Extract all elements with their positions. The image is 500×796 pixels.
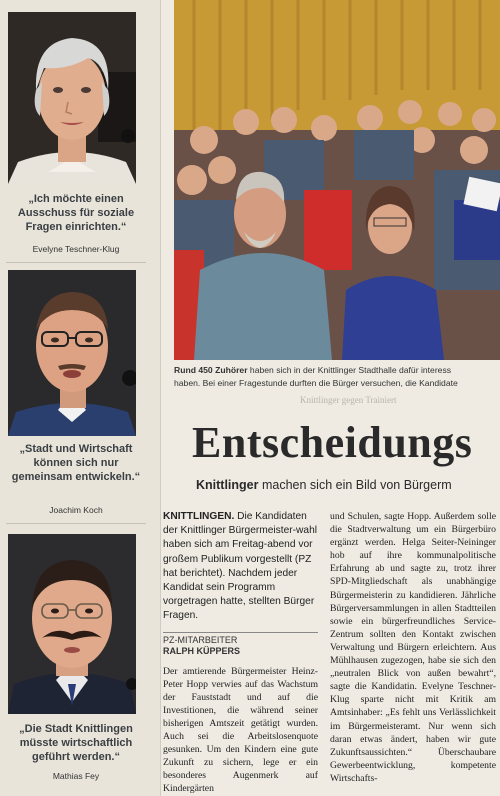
photo-caption <box>174 364 500 389</box>
quote-text-1: „Ich möchte einen Ausschuss für soziale Fragen einrichten.“ <box>17 193 135 233</box>
article-lead-text: Die Kandidaten der Knittlinger Bürgermeister-wahl haben sich am Freitag-abend vor großem Publikum vorgestellt (PZ hat berichtet). Nachdem jeder Kandidat sein Programm vorgetragen hatte, stellten Bürger Fragen. <box>163 511 318 622</box>
quote-author-2: Joachim Koch <box>49 505 103 515</box>
subhead-bold: Knittlinger <box>196 478 259 492</box>
portrait-photo-koch <box>8 270 136 436</box>
quote-text-3: „Die Stadt Knittlingen müsste wirtschaftlich geführt werden.“ <box>19 723 133 763</box>
article-body-col2: und Schulen, sagte Hopp. Außerdem solle die Stadtverwaltung um ein Bürgerbüro ergänzt werden. Helga Seiter-Neininger hob auf ihre kommunalpolitische Erfahrung ab und sagte zu, trotz ihrer SPD-Mitgliedschaft als unabhängige Bürgermeisterin zu kandidieren. Jährliche Bürgerversammlungen in allen Stadtteilen sowie ein bürgerfreundliches Service-Zentrum sollten den Kontakt zwischen Verwaltung und Bürgern erleichtern. Aus Mühlhausen zugezogen, habe sie sich den „neutralen Blick von außen bewahrt“, sagte die Kandidatin. Evelyne Teschner-Klug sparte nicht mit Kritik am Amtsinhaber: „Es fehlt uns Verlässlichkeit im Bürgermeisteramt. Nur wenn sich daran etwas ändert, haben wir gute Zukunftsaussichten.“ Überschaubare Gewerbeentwicklung, kompetente Wirtschafts- <box>330 511 496 784</box>
audience-hall-image <box>174 0 500 360</box>
article-body-col1: Der amtierende Bürgermeister Heinz-Peter Hopp verwies auf das Wachstum der Fauststadt und auf die Investitionen, die während seiner bisherigen Amtszeit getätigt wurden. Auch sei die Arbeitslosenquote gesunken. Um den Kindern eine gute Zukunft zu sichern, lege er ein besonderes Augenmerk auf Kindergärten <box>163 665 318 795</box>
man-mustache-portrait-image <box>8 534 136 714</box>
article-byline <box>163 632 318 657</box>
portrait-photo-teschner-klug <box>8 12 136 184</box>
quote-text-2: „Stadt und Wirtschaft können sich nur gemeinsam entwickeln.“ <box>11 443 141 483</box>
caption-bold-lead: Rund 450 Zuhörer <box>174 365 248 375</box>
quote-author-3: Mathias Fey <box>52 771 100 781</box>
caption-line-1 <box>174 364 500 377</box>
woman-portrait-image <box>8 12 136 184</box>
article-subheadline <box>196 478 500 492</box>
quote-divider-1 <box>6 262 146 263</box>
byline-name: RALPH KÜPPERS <box>163 645 241 656</box>
man-portrait-image <box>8 270 136 436</box>
article-dateline: KNITTLINGEN. <box>163 511 235 522</box>
article-column-2 <box>330 510 496 785</box>
article-headline: Entscheidungs <box>192 418 473 467</box>
quote-divider-2 <box>6 523 146 524</box>
caption-line-1-rest: haben sich in der Knittlinger Stadthalle dafür interess <box>247 365 452 375</box>
subhead-rest: machen sich ein Bild von Bürgerm <box>258 478 452 492</box>
portrait-photo-fey <box>8 534 136 714</box>
byline-role: PZ-MITARBEITER <box>163 634 238 645</box>
bleed-through-text: Knittlinger gegen Trainiert <box>300 395 397 405</box>
left-quote-column <box>0 0 161 796</box>
article-column-1 <box>163 510 318 796</box>
article-lead <box>163 510 318 624</box>
audience-photo <box>174 0 500 360</box>
caption-line-2: haben. Bei einer Fragestunde durften die Bürger versuchen, die Kandidate <box>174 377 458 388</box>
quote-author-1: Evelyne Teschner-Klug <box>32 244 120 254</box>
